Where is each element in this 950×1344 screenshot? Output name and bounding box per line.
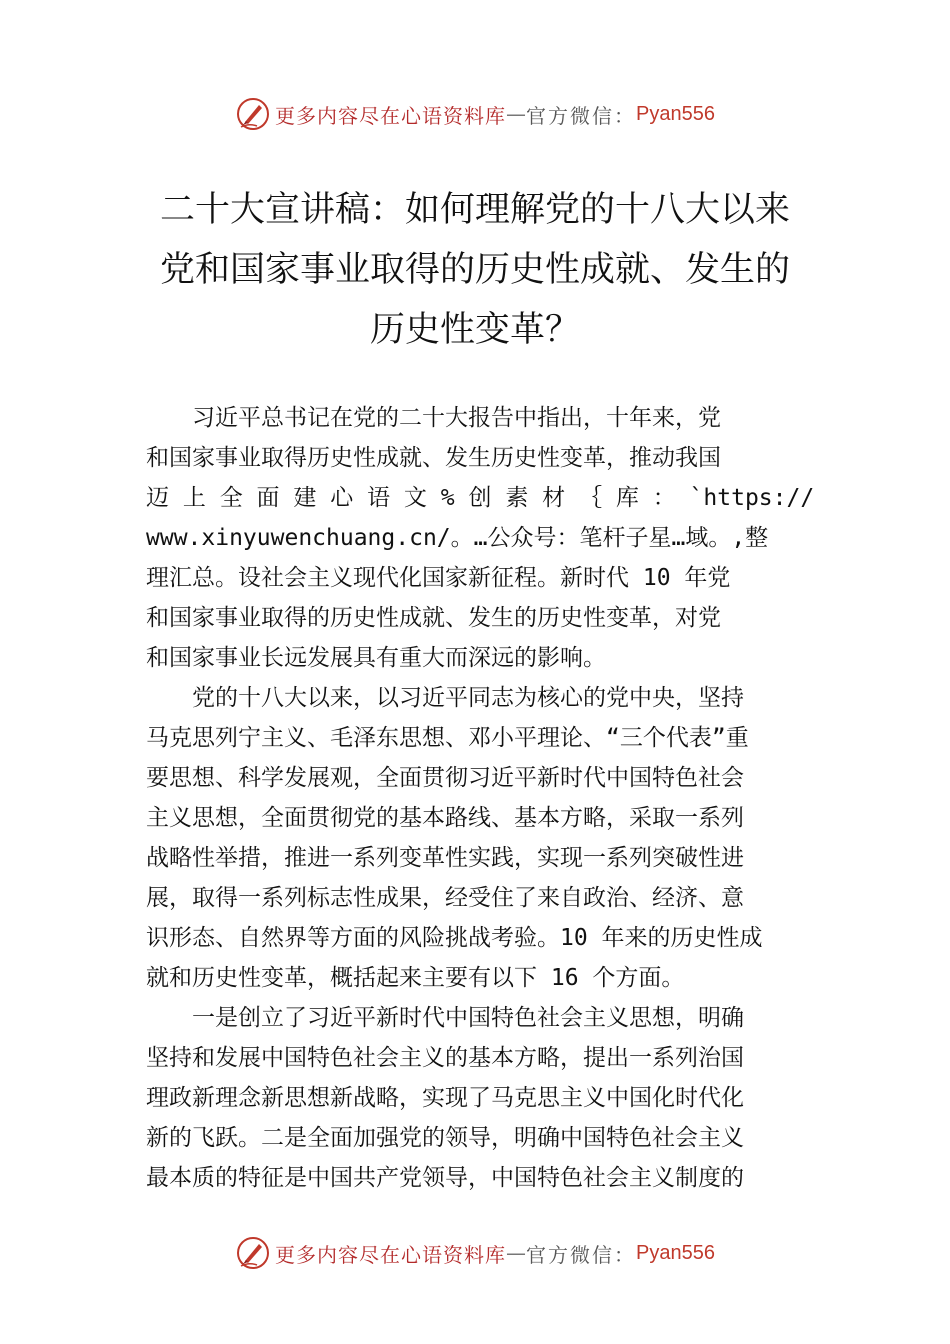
text-line: 一是创立了习近平新时代中国特色社会主义思想，明确 xyxy=(146,1005,744,1031)
title-line: 历史性变革？ xyxy=(369,310,580,350)
text-line: 要思想、科学发展观，全面贯彻习近平新时代中国特色社会 xyxy=(146,765,744,791)
text-line: 习近平总书记在党的二十大报告中指出，十年来，党 xyxy=(146,405,721,431)
text-line: 主义思想，全面贯彻党的基本路线、基本方略，采取一系列 xyxy=(146,805,744,831)
banner-dash: — xyxy=(506,102,527,126)
text-line: 党的十八大以来，以习近平同志为核心的党中央，坚持 xyxy=(146,685,744,711)
text-line: 理政新理念新思想新战略，实现了马克思主义中国化时代化 xyxy=(146,1085,744,1111)
footer-banner xyxy=(0,1233,950,1273)
text-line: 坚持和发展中国特色社会主义的基本方略，提出一系列治国 xyxy=(146,1045,744,1071)
text-line: 和国家事业长远发展具有重大而深远的影响。 xyxy=(146,645,606,671)
text-line: 新的飞跃。二是全面加强党的领导，明确中国特色社会主义 xyxy=(146,1125,744,1151)
text-line: 战略性举措，推进一系列变革性实践，实现一系列突破性进 xyxy=(146,845,744,871)
text-line: 和国家事业取得历史性成就、发生历史性变革，推动我国 xyxy=(146,445,721,471)
footer-banner-label: 官方微信： xyxy=(526,1242,637,1267)
text-line: 迈 上 全 面 建 心 语 文 % 创 素 材 ｛ 库 ： `https:// xyxy=(146,485,815,511)
paragraph-2 xyxy=(146,678,806,998)
text-line: 和国家事业取得的历史性成就、发生的历史性变革，对党 xyxy=(146,605,721,631)
footer-banner-dash: — xyxy=(506,1241,527,1265)
banner-wechat-id: Pyan556 xyxy=(636,102,715,125)
paragraph-1 xyxy=(146,398,815,678)
document-body xyxy=(146,398,815,1198)
pen-logo-icon xyxy=(235,96,271,132)
text-line: 理汇总。设社会主义现代化国家新征程。新时代 10 年党 xyxy=(146,565,731,591)
text-line: 马克思列宁主义、毛泽东思想、邓小平理论、“三个代表”重 xyxy=(146,725,749,751)
paragraph-3 xyxy=(146,998,806,1198)
title-line: 二十大宣讲稿：如何理解党的十八大以来 xyxy=(159,190,790,230)
pen-logo-icon xyxy=(235,1235,271,1271)
document-title xyxy=(120,180,830,360)
footer-banner-wechat-id: Pyan556 xyxy=(636,1241,715,1264)
text-line: www.xinyuwenchuang.cn/。…公众号：笔杆子星…域。,整 xyxy=(146,525,769,551)
header-banner xyxy=(0,94,950,134)
banner-label: 官方微信： xyxy=(526,103,637,128)
text-line: 就和历史性变革，概括起来主要有以下 16 个方面。 xyxy=(146,965,685,991)
text-line: 展，取得一系列标志性成果，经受住了来自政治、经济、意 xyxy=(146,885,744,911)
footer-banner-text: 更多内容尽在心语资料库 xyxy=(275,1242,507,1267)
text-line: 识形态、自然界等方面的风险挑战考验。10 年来的历史性成 xyxy=(146,925,763,951)
title-line: 党和国家事业取得的历史性成就、发生的 xyxy=(159,250,790,290)
banner-text: 更多内容尽在心语资料库 xyxy=(275,103,507,128)
text-line: 最本质的特征是中国共产党领导，中国特色社会主义制度的 xyxy=(146,1165,744,1191)
